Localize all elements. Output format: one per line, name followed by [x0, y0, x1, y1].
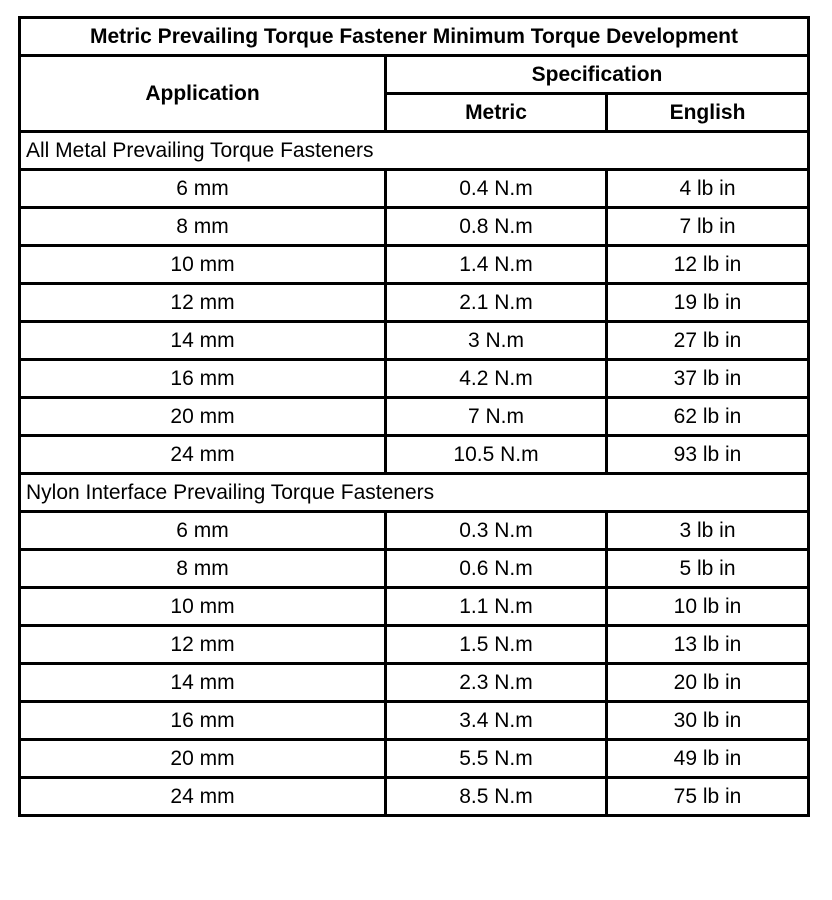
size-cell: 12 mm — [20, 626, 386, 664]
specification-header: Specification — [386, 56, 809, 94]
english-cell: 5 lb in — [607, 550, 809, 588]
size-cell: 14 mm — [20, 664, 386, 702]
english-header: English — [607, 94, 809, 132]
size-cell: 16 mm — [20, 702, 386, 740]
english-cell: 4 lb in — [607, 170, 809, 208]
header-row-1 — [20, 56, 809, 94]
english-cell: 62 lb in — [607, 398, 809, 436]
english-cell: 27 lb in — [607, 322, 809, 360]
size-cell: 24 mm — [20, 778, 386, 816]
size-cell: 12 mm — [20, 284, 386, 322]
metric-cell: 0.3 N.m — [386, 512, 607, 550]
table-row — [20, 284, 809, 322]
table-row — [20, 626, 809, 664]
section-row — [20, 474, 809, 512]
size-cell: 20 mm — [20, 740, 386, 778]
metric-cell: 3.4 N.m — [386, 702, 607, 740]
table-row — [20, 208, 809, 246]
metric-cell: 1.1 N.m — [386, 588, 607, 626]
application-header: Application — [20, 56, 386, 132]
table-row — [20, 170, 809, 208]
size-cell: 6 mm — [20, 512, 386, 550]
table-row — [20, 436, 809, 474]
table-row — [20, 398, 809, 436]
metric-cell: 2.3 N.m — [386, 664, 607, 702]
size-cell: 8 mm — [20, 550, 386, 588]
title-row — [20, 18, 809, 56]
table-row — [20, 664, 809, 702]
table-row — [20, 588, 809, 626]
size-cell: 6 mm — [20, 170, 386, 208]
size-cell: 8 mm — [20, 208, 386, 246]
english-cell: 30 lb in — [607, 702, 809, 740]
table-row — [20, 512, 809, 550]
size-cell: 24 mm — [20, 436, 386, 474]
english-cell: 10 lb in — [607, 588, 809, 626]
english-cell: 75 lb in — [607, 778, 809, 816]
metric-cell: 2.1 N.m — [386, 284, 607, 322]
metric-cell: 7 N.m — [386, 398, 607, 436]
table-row — [20, 778, 809, 816]
metric-cell: 0.8 N.m — [386, 208, 607, 246]
metric-cell: 10.5 N.m — [386, 436, 607, 474]
table-row — [20, 740, 809, 778]
size-cell: 14 mm — [20, 322, 386, 360]
section-row — [20, 132, 809, 170]
table-row — [20, 550, 809, 588]
section-title: Nylon Interface Prevailing Torque Fasteners — [20, 474, 809, 512]
table-row — [20, 360, 809, 398]
english-cell: 3 lb in — [607, 512, 809, 550]
table-title: Metric Prevailing Torque Fastener Minimum Torque Development — [20, 18, 809, 56]
size-cell: 10 mm — [20, 588, 386, 626]
metric-cell: 0.6 N.m — [386, 550, 607, 588]
torque-spec-table — [18, 16, 810, 817]
size-cell: 16 mm — [20, 360, 386, 398]
english-cell: 93 lb in — [607, 436, 809, 474]
metric-cell: 1.5 N.m — [386, 626, 607, 664]
table-row — [20, 322, 809, 360]
metric-cell: 3 N.m — [386, 322, 607, 360]
size-cell: 10 mm — [20, 246, 386, 284]
metric-cell: 5.5 N.m — [386, 740, 607, 778]
english-cell: 37 lb in — [607, 360, 809, 398]
metric-cell: 1.4 N.m — [386, 246, 607, 284]
table-row — [20, 702, 809, 740]
size-cell: 20 mm — [20, 398, 386, 436]
english-cell: 20 lb in — [607, 664, 809, 702]
section-title: All Metal Prevailing Torque Fasteners — [20, 132, 809, 170]
english-cell: 12 lb in — [607, 246, 809, 284]
english-cell: 13 lb in — [607, 626, 809, 664]
metric-cell: 8.5 N.m — [386, 778, 607, 816]
english-cell: 49 lb in — [607, 740, 809, 778]
english-cell: 7 lb in — [607, 208, 809, 246]
metric-cell: 4.2 N.m — [386, 360, 607, 398]
metric-cell: 0.4 N.m — [386, 170, 607, 208]
metric-header: Metric — [386, 94, 607, 132]
table-body — [20, 18, 809, 816]
english-cell: 19 lb in — [607, 284, 809, 322]
table-row — [20, 246, 809, 284]
